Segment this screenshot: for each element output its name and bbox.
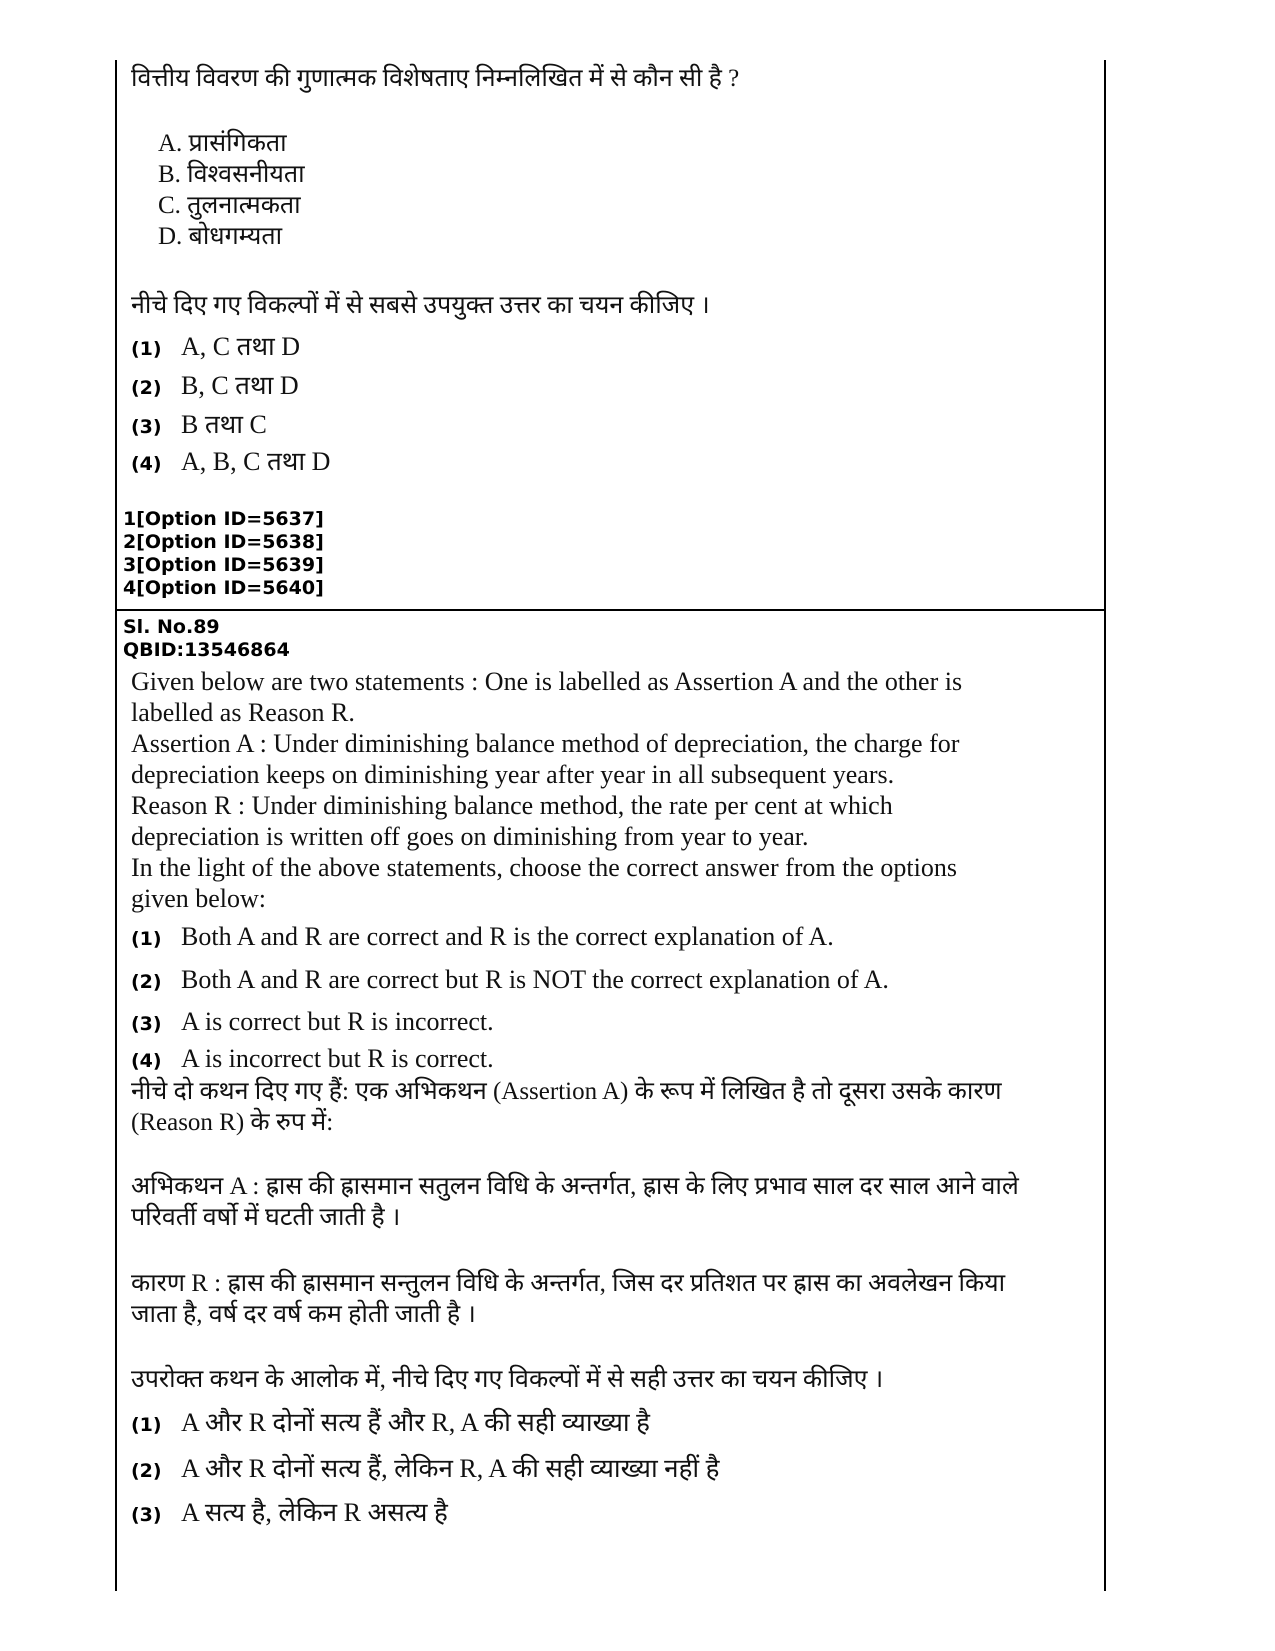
- option-number: (3): [131, 1504, 162, 1526]
- option-number: (1): [131, 1414, 162, 1436]
- option-text: A और R दोनों सत्य हैं, लेकिन R, A की सही व्याख्या नहीं है: [181, 1454, 720, 1483]
- option-number: (2): [131, 377, 162, 399]
- question-meta: [123, 616, 290, 662]
- answer-option: [131, 1449, 719, 1485]
- option-id: 1[Option ID=5637]: [123, 508, 324, 530]
- text-line: depreciation is written off goes on diminishing from year to year.: [131, 822, 809, 851]
- text-line: depreciation keeps on diminishing year after year in all subsequent years.: [131, 760, 895, 789]
- answer-option: [131, 965, 889, 995]
- option-text: A is incorrect but R is correct.: [181, 1044, 494, 1073]
- right-border: [1104, 60, 1106, 1591]
- question-divider: [115, 609, 1106, 611]
- option-text: A, B, C तथा D: [181, 447, 331, 476]
- option-text: A सत्य है, लेकिन R असत्य है: [181, 1498, 448, 1527]
- option-text: B तथा C: [181, 410, 267, 439]
- text-line: अभिकथन A : ह्रास की ह्रासमान सतुलन विधि के अन्तर्गत, ह्रास के लिए प्रभाव साल दर साल आने वाले: [131, 1173, 1019, 1200]
- hindi-reason: [131, 1268, 1031, 1330]
- text-line: नीचे दो कथन दिए गए हैं: एक अभिकथन (Assertion A) के रूप में लिखित है तो दूसरा उसके कारण: [131, 1078, 1002, 1105]
- answer-option: [131, 1493, 448, 1529]
- option-number: (4): [131, 453, 162, 475]
- answer-option: [131, 922, 834, 952]
- answer-option: [131, 405, 267, 441]
- text-line: given below:: [131, 884, 267, 913]
- option-number: (3): [131, 1013, 162, 1035]
- text-line: (Reason R) के रुप में:: [131, 1109, 334, 1136]
- option-text: A और R दोनों सत्य हैं और R, A की सही व्याख्या है: [181, 1408, 650, 1437]
- text-line: कारण R : ह्रास की ह्रासमान सन्तुलन विधि के अन्तर्गत, जिस दर प्रतिशत पर ह्रास का अवलेखन किया: [131, 1270, 1006, 1297]
- statement-item: B. विश्वसनीयता: [158, 161, 305, 188]
- answer-option: [131, 442, 330, 478]
- text-line: Given below are two statements : One is labelled as Assertion A and the other is: [131, 667, 963, 696]
- option-number: (2): [131, 1460, 162, 1482]
- statement-item: A. प्रासंगिकता: [158, 130, 287, 157]
- question-stem: वित्तीय विवरण की गुणात्मक विशेषताए निम्नलिखित में से कौन सी है ?: [131, 65, 740, 92]
- option-text: A, C तथा D: [181, 332, 301, 361]
- option-id: 4[Option ID=5640]: [123, 577, 324, 599]
- option-number: (2): [131, 971, 162, 993]
- question-text-english: [131, 666, 1031, 914]
- answer-option: [131, 1044, 494, 1074]
- answer-option: [131, 1007, 494, 1037]
- option-text: Both A and R are correct but R is NOT the correct explanation of A.: [181, 965, 889, 994]
- option-number: (3): [131, 416, 162, 438]
- statement-item: D. बोधगम्यता: [158, 223, 283, 250]
- statement-list: [158, 128, 305, 252]
- hindi-assertion: [131, 1171, 1031, 1233]
- question-instruction: नीचे दिए गए विकल्पों में से सबसे उपयुक्त उत्तर का चयन कीजिए ।: [131, 292, 710, 319]
- text-line: labelled as Reason R.: [131, 698, 355, 727]
- option-number: (1): [131, 338, 162, 360]
- option-number: (1): [131, 928, 162, 950]
- text-line: परिवर्ती वर्षो में घटती जाती है ।: [131, 1204, 401, 1231]
- option-number: (4): [131, 1050, 162, 1072]
- option-text: Both A and R are correct and R is the correct explanation of A.: [181, 922, 834, 951]
- qbid: QBID:13546864: [123, 639, 290, 661]
- left-border: [115, 60, 117, 1591]
- text-line: Reason R : Under diminishing balance method, the rate per cent at which: [131, 791, 893, 820]
- text-line: Assertion A : Under diminishing balance method of depreciation, the charge for: [131, 729, 960, 758]
- hindi-instruction: उपरोक्त कथन के आलोक में, नीचे दिए गए विकल्पों में से सही उत्तर का चयन कीजिए ।: [131, 1366, 884, 1393]
- text-line: जाता है, वर्ष दर वर्ष कम होती जाती है ।: [131, 1301, 476, 1328]
- text-line: In the light of the above statements, choose the correct answer from the options: [131, 853, 957, 882]
- serial-number: Sl. No.89: [123, 616, 220, 638]
- option-text: B, C तथा D: [181, 371, 299, 400]
- option-id: 2[Option ID=5638]: [123, 531, 324, 553]
- answer-option: [131, 327, 300, 363]
- option-id-list: [123, 508, 324, 600]
- option-text: A is correct but R is incorrect.: [181, 1007, 494, 1036]
- hindi-intro: [131, 1076, 1031, 1138]
- statement-item: C. तुलनात्मकता: [158, 192, 301, 219]
- option-id: 3[Option ID=5639]: [123, 554, 324, 576]
- answer-option: [131, 1403, 650, 1439]
- answer-option: [131, 366, 299, 402]
